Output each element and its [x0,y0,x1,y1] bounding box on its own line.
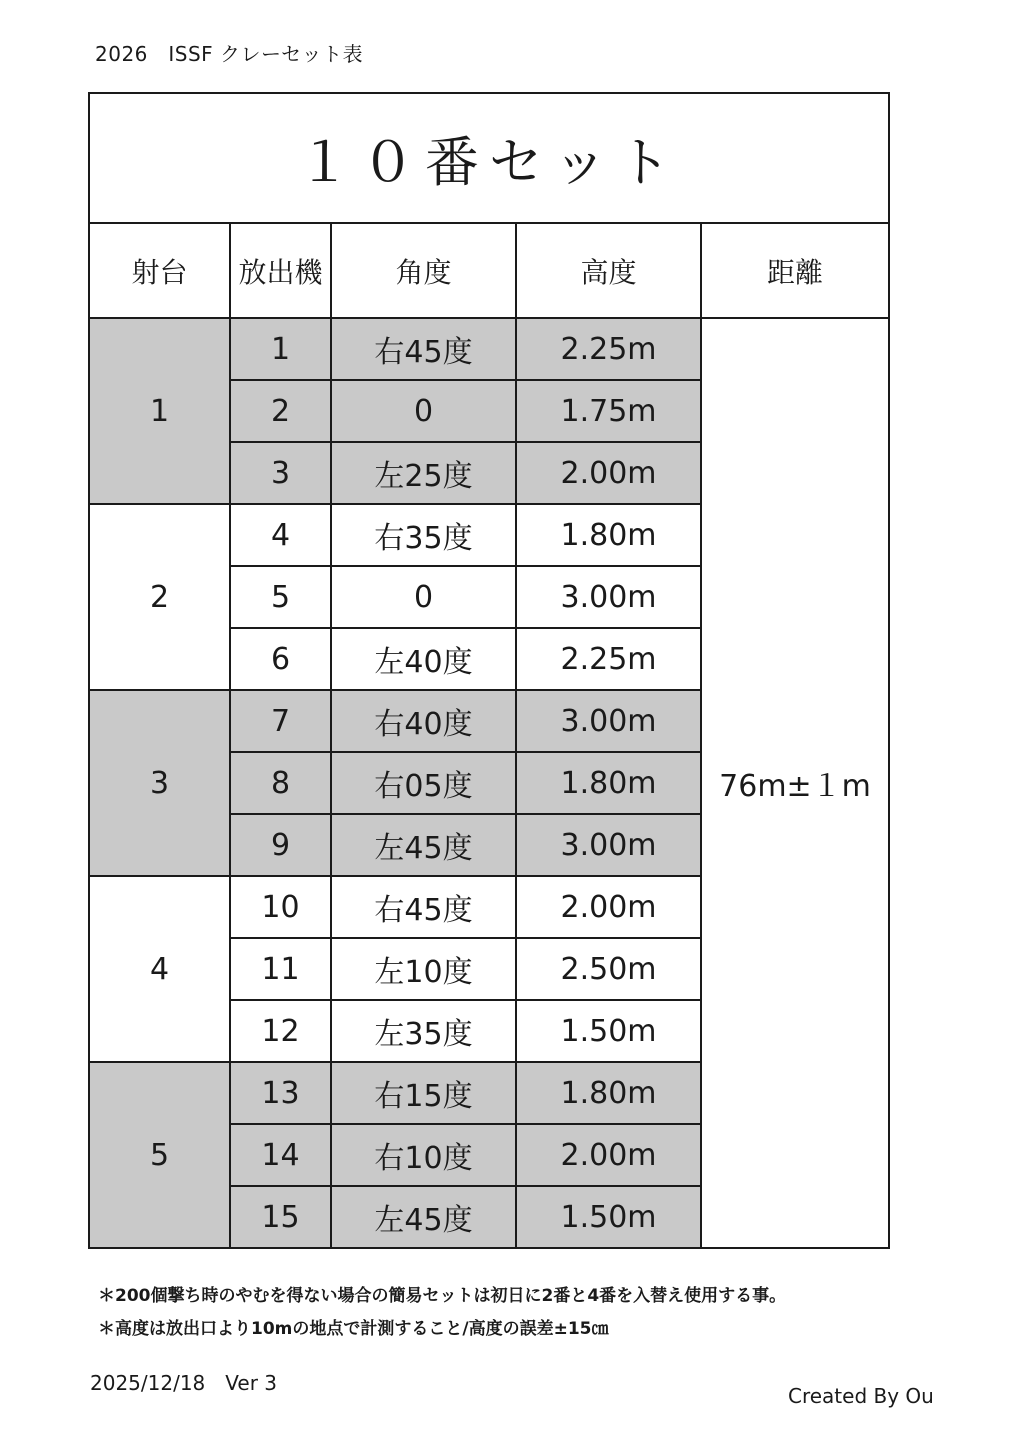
machine-number: 2 [230,380,331,442]
machine-number: 11 [230,938,331,1000]
machine-number: 5 [230,566,331,628]
header-stand: 射台 [89,223,230,318]
machine-number: 15 [230,1186,331,1248]
angle-value: 左10度 [331,938,516,1000]
machine-number: 4 [230,504,331,566]
machine-number: 14 [230,1124,331,1186]
header-angle: 角度 [331,223,516,318]
machine-number: 3 [230,442,331,504]
angle-value: 左25度 [331,442,516,504]
angle-value: 0 [331,380,516,442]
footer-credit: Created By Ou [788,1384,934,1408]
angle-value: 左45度 [331,814,516,876]
machine-number: 9 [230,814,331,876]
note-text: ＊200個撃ち時のやむを得ない場合の簡易セットは初日に2番と4番を入替え使用する事。 [98,1286,787,1306]
height-value: 3.00m [516,814,701,876]
table-body [89,318,889,1248]
height-value: 3.00m [516,690,701,752]
footer-date-version: 2025/12/18 Ver 3 [90,1371,278,1395]
stand-number: 5 [89,1062,230,1248]
angle-value: 右05度 [331,752,516,814]
height-value: 2.50m [516,938,701,1000]
note-text: ＊高度は放出口より10mの地点で計測すること/高度の誤差±15㎝ [98,1319,609,1339]
clay-set-table [88,92,890,1249]
machine-number: 13 [230,1062,331,1124]
stand-number: 2 [89,504,230,690]
height-value: 2.25m [516,628,701,690]
height-value: 2.00m [516,876,701,938]
table-title: １０番セット [89,93,889,223]
machine-number: 6 [230,628,331,690]
header-height: 高度 [516,223,701,318]
angle-value: 左45度 [331,1186,516,1248]
height-value: 1.80m [516,1062,701,1124]
machine-number: 8 [230,752,331,814]
angle-value: 右35度 [331,504,516,566]
height-value: 2.00m [516,1124,701,1186]
height-value: 3.00m [516,566,701,628]
stand-number: 4 [89,876,230,1062]
height-value: 1.75m [516,380,701,442]
header-machine: 放出機 [230,223,331,318]
height-value: 2.00m [516,442,701,504]
height-value: 1.50m [516,1000,701,1062]
angle-value: 0 [331,566,516,628]
height-value: 2.25m [516,318,701,380]
angle-value: 右45度 [331,318,516,380]
machine-number: 1 [230,318,331,380]
angle-value: 左35度 [331,1000,516,1062]
angle-value: 右40度 [331,690,516,752]
stand-number: 3 [89,690,230,876]
angle-value: 左40度 [331,628,516,690]
height-value: 1.80m [516,752,701,814]
angle-value: 右45度 [331,876,516,938]
page-header: 2026 ISSF クレーセット表 [95,42,364,66]
angle-value: 右15度 [331,1062,516,1124]
angle-value: 右10度 [331,1124,516,1186]
machine-number: 7 [230,690,331,752]
machine-number: 12 [230,1000,331,1062]
height-value: 1.80m [516,504,701,566]
stand-number: 1 [89,318,230,504]
height-value: 1.50m [516,1186,701,1248]
table-row [89,318,889,380]
header-distance: 距離 [701,223,889,318]
machine-number: 10 [230,876,331,938]
distance-value: 76m±１m [701,318,889,1248]
